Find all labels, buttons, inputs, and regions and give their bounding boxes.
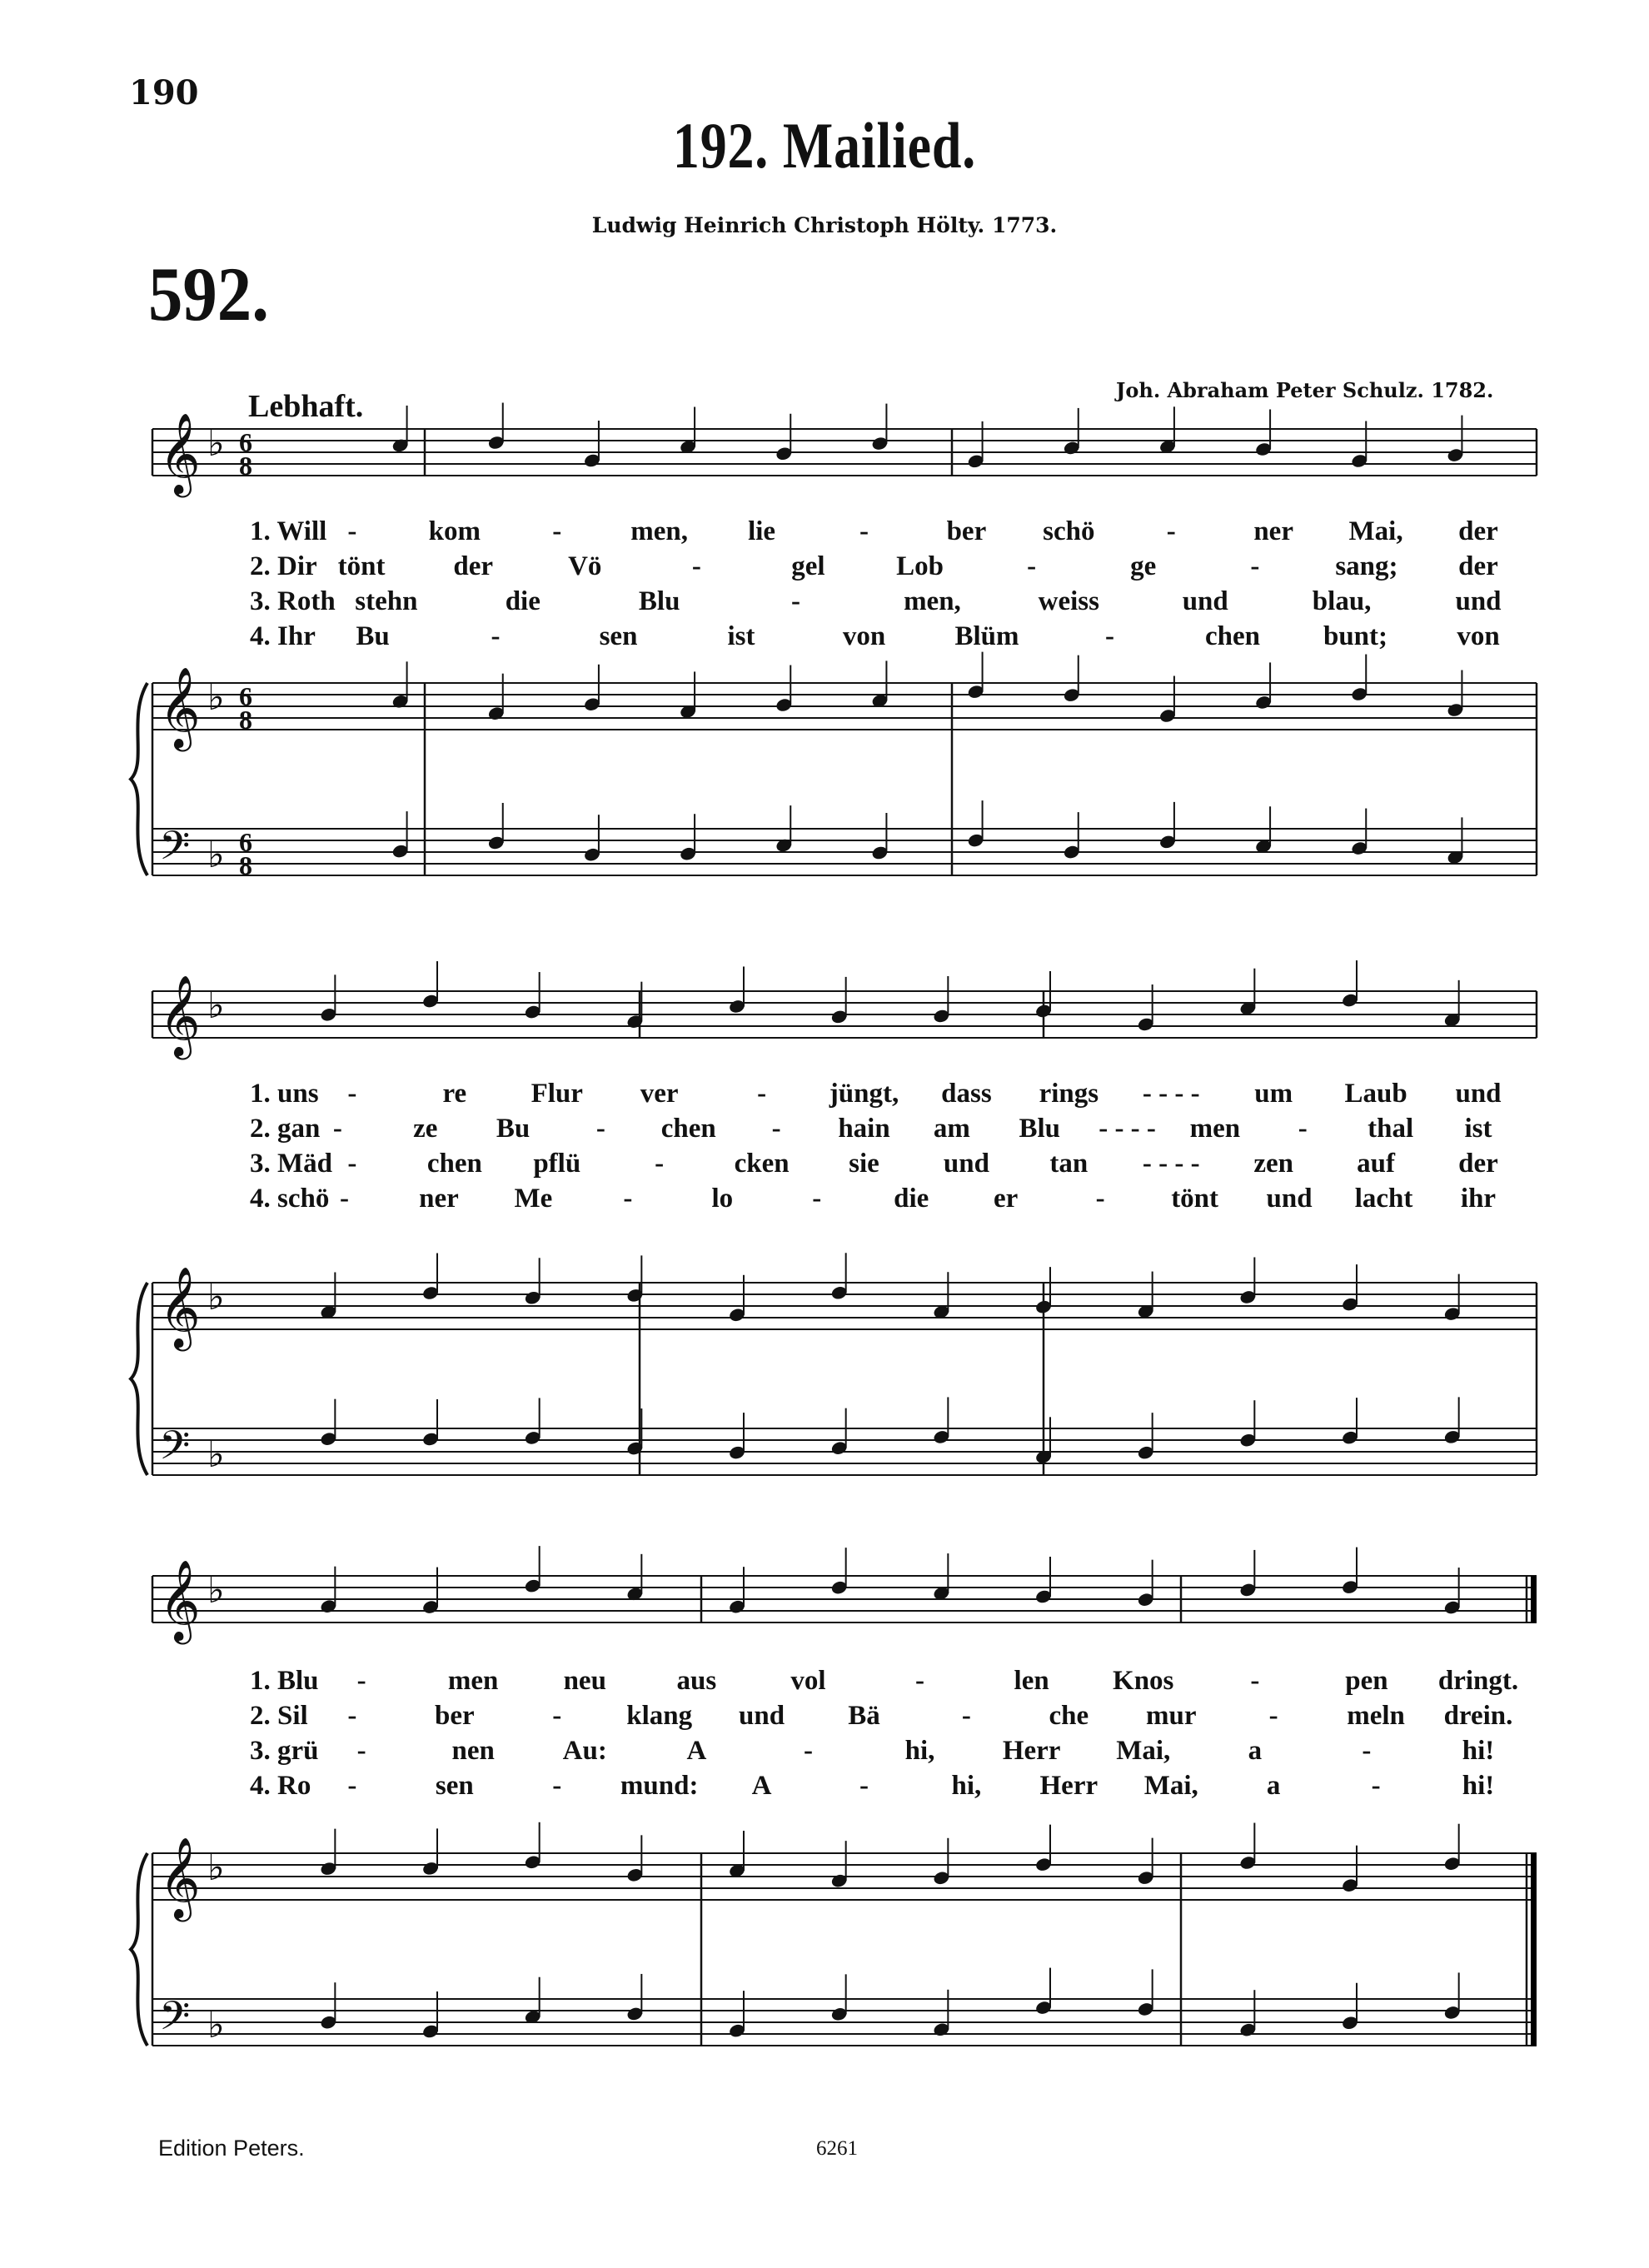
lyric-syllable: drein. [1443,1701,1513,1731]
lyric-syllable: Blüm [954,621,1019,651]
lyric-syllable: jüngt, [829,1079,899,1109]
lyric-syllable: - [1250,551,1260,581]
lyric-syllable: 3. Roth [250,586,336,616]
lyric-syllable: Me [514,1184,553,1214]
lyric-syllable: 4. schö [250,1184,330,1214]
treble-clef-icon: 𝄞 [159,1559,201,1641]
lyric-syllable: von [842,621,886,651]
lyric-syllable: er [994,1184,1019,1214]
lyric-syllable: und [1455,586,1502,616]
lyric-syllable: 4. Ihr [250,621,316,651]
treble-clef-icon: 𝄞 [159,1837,201,1918]
plate-number: 6261 [816,2137,858,2160]
lyric-syllable: gel [791,551,825,581]
lyric-syllable: mund: [620,1771,699,1801]
bass-clef-icon: 𝄢 [159,1422,191,1478]
lyric-syllable: 2. Sil [250,1701,308,1731]
lyric-syllable: hi! [1462,1771,1495,1801]
key-signature-flat-icon: ♭ [207,676,225,719]
lyric-syllable: - [356,1736,366,1766]
edition-label: Edition Peters. [158,2136,305,2161]
collection-number: 592. [148,252,269,336]
composer-credit: Joh. Abraham Peter Schulz. 1782. [1116,378,1494,402]
key-signature-flat-icon: ♭ [207,1569,225,1612]
lyric-syllable: chen [426,1149,482,1179]
lyric-syllable: - [812,1184,822,1214]
lyric-syllable: pflü [533,1149,581,1179]
lyric-syllable: dass [941,1079,992,1109]
lyric-syllable: sang; [1335,551,1398,581]
lyric-syllable: Blu [1019,1114,1060,1144]
lyric-syllable: schö [1043,516,1095,546]
lyric-syllable: - [356,1666,366,1696]
lyric-syllable: re [442,1079,467,1109]
lyric-syllable: tönt [337,551,386,581]
lyric-syllable: und [739,1701,785,1731]
lyric-syllable: Herr [1002,1736,1061,1766]
piano-brace [131,1853,147,2046]
lyric-syllable: Lob [896,551,944,581]
lyric-syllable: - [552,1771,562,1801]
lyric-syllable: 2. Dir [250,551,317,581]
lyric-syllable: - - - - [1142,1079,1200,1109]
key-signature-flat-icon: ♭ [207,1276,225,1318]
lyric-syllable: sen [435,1771,474,1801]
lyric-syllable: - [332,1114,342,1144]
lyric-syllable: thal [1368,1114,1414,1144]
lyric-syllable: und [943,1149,989,1179]
lyric-syllable: dringt. [1437,1666,1519,1696]
treble-clef-icon: 𝄞 [159,1266,201,1348]
lyric-syllable: - [771,1114,781,1144]
lyric-syllable: Au: [562,1736,607,1766]
lyric-syllable: ber [435,1701,475,1731]
key-signature-flat-icon: ♭ [207,2004,225,2046]
lyric-syllable: - [691,551,701,581]
lyric-syllable: hi, [951,1771,982,1801]
voice-time-signature-bottom: 8 [239,451,252,481]
lyric-syllable: hain [838,1114,890,1144]
lyric-syllable: - [347,1701,357,1731]
lyric-syllable: - [1362,1736,1372,1766]
lyric-syllable: hi, [904,1736,935,1766]
lyric-syllable: vol [790,1666,826,1696]
page-number: 190 [129,73,199,112]
lyric-syllable: - [757,1079,767,1109]
lyric-syllable: am [933,1114,970,1144]
lyric-syllable: - [552,1701,562,1731]
lyric-syllable: Vö [568,551,602,581]
lyric-syllable: weiss [1038,586,1100,616]
lyric-syllable: men [1189,1114,1241,1144]
song-title: 192. Mailied. [672,109,977,182]
lyric-syllable: der [1458,516,1498,546]
lyric-syllable: chen [1205,621,1260,651]
lyric-syllable: zen [1253,1149,1293,1179]
lyric-syllable: lie [748,516,776,546]
lyric-syllable: stehn [355,586,418,616]
lyric-syllable: - - - - [1099,1114,1156,1144]
lyric-syllable: - [339,1184,349,1214]
lyric-syllable: - [347,1079,357,1109]
lyric-syllable: - [1027,551,1037,581]
key-signature-flat-icon: ♭ [207,422,225,465]
lyric-syllable: 3. Mäd [250,1149,332,1179]
lyric-syllable: ver [640,1079,679,1109]
lyric-syllable: cken [734,1149,790,1179]
lyric-syllable: 1. uns [250,1079,319,1109]
lyric-syllable: der [1458,1149,1498,1179]
tempo-marking: Lebhaft. [248,389,364,424]
lyric-syllable: Laub [1344,1079,1407,1109]
lyric-syllable: - [859,1771,869,1801]
lyric-syllable: - [1250,1666,1260,1696]
lyric-syllable: - [347,516,357,546]
lyric-syllable: kom [428,516,481,546]
lyric-syllable: 2. gan [250,1114,321,1144]
lyric-syllable: - [347,1149,357,1179]
lyric-syllable: - - - - [1142,1149,1200,1179]
lyric-syllable: blau, [1312,586,1372,616]
lyric-syllable: und [1266,1184,1313,1214]
lyric-syllable: sie [849,1149,879,1179]
lyric-syllable: A [686,1736,707,1766]
lyric-syllable: rings [1039,1079,1099,1109]
lyric-syllable: - [803,1736,813,1766]
lyric-syllable: a [1266,1771,1281,1801]
lyric-syllable: und [1455,1079,1502,1109]
lyric-syllable: pen [1345,1666,1388,1696]
piano-brace [131,683,147,875]
piano-final-thick-barline [1531,1853,1537,2046]
voice-final-thick-barline [1531,1576,1537,1622]
lyric-syllable: - [1105,621,1114,651]
lyric-syllable: A [751,1771,772,1801]
lyric-syllable: und [1182,586,1228,616]
lyric-syllable: Mai, [1143,1771,1198,1801]
lyric-syllable: - [491,621,501,651]
lyric-syllable: - [1095,1184,1105,1214]
key-signature-flat-icon: ♭ [207,1847,225,1889]
piano-bass-time-signature-bottom: 8 [239,850,252,880]
lyric-syllable: - [595,1114,605,1144]
lyric-syllable: Bä [848,1701,880,1731]
lyric-syllable: - [552,516,562,546]
lyric-syllable: 1. Will [250,516,327,546]
lyric-syllable: meln [1347,1701,1405,1731]
piano-treble-time-signature-bottom: 8 [239,705,252,735]
lyric-syllable: um [1254,1079,1293,1109]
lyric-syllable: sen [599,621,638,651]
lyric-syllable: ze [413,1114,438,1144]
lyric-syllable: - [859,516,869,546]
lyric-syllable: che [1049,1701,1089,1731]
treble-clef-icon: 𝄞 [159,666,201,748]
lyric-syllable: der [1458,551,1498,581]
lyric-syllable: ist [727,621,755,651]
lyricist-credit: Ludwig Heinrich Christoph Hölty. 1773. [591,213,1058,237]
lyric-syllable: - [1166,516,1176,546]
lyric-syllable: ist [1464,1114,1492,1144]
key-signature-flat-icon: ♭ [207,1433,225,1476]
lyric-syllable: ner [1253,516,1293,546]
lyric-syllable: neu [563,1666,606,1696]
lyric-syllable: lacht [1354,1184,1413,1214]
bass-clef-icon: 𝄢 [159,822,191,879]
lyric-syllable: - [1268,1701,1278,1731]
lyric-syllable: Bu [496,1114,531,1144]
lyric-syllable: - [791,586,801,616]
lyric-syllable: Mai, [1348,516,1403,546]
lyric-syllable: - [1298,1114,1308,1144]
lyric-syllable: - [1371,1771,1381,1801]
lyric-syllable: Herr [1039,1771,1099,1801]
lyric-syllable: der [453,551,494,581]
lyric-syllable: Mai, [1116,1736,1171,1766]
voice-time-signature-top: 6 [239,427,252,457]
lyric-syllable: Blu [638,586,680,616]
lyric-syllable: - [347,1771,357,1801]
piano-treble-time-signature-top: 6 [239,681,252,711]
lyric-syllable: ge [1130,551,1157,581]
treble-clef-icon: 𝄞 [159,974,201,1056]
lyric-syllable: - [655,1149,665,1179]
lyric-syllable: men, [630,516,689,546]
lyric-syllable: 4. Ro [250,1771,311,1801]
lyric-syllable: len [1014,1666,1049,1696]
lyric-syllable: Knos [1113,1666,1174,1696]
piano-bass-time-signature-top: 6 [239,827,252,857]
lyric-syllable: ber [946,516,987,546]
lyric-syllable: tan [1049,1149,1089,1179]
lyric-syllable: die [894,1184,929,1214]
lyric-syllable: auf [1357,1149,1396,1179]
lyric-syllable: bunt; [1323,621,1388,651]
lyric-syllable: ihr [1460,1184,1497,1214]
key-signature-flat-icon: ♭ [207,984,225,1027]
piano-brace [131,1283,147,1475]
key-signature-flat-icon: ♭ [207,834,225,876]
lyric-syllable: chen [660,1114,716,1144]
lyric-syllable: Flur [531,1079,583,1109]
lyric-syllable: men, [904,586,961,616]
lyric-syllable: aus [676,1666,717,1696]
bass-clef-icon: 𝄢 [159,1992,191,2049]
lyric-syllable: hi! [1462,1736,1495,1766]
lyric-syllable: nen [451,1736,495,1766]
lyric-syllable: von [1457,621,1500,651]
lyric-syllable: die [505,586,541,616]
lyric-syllable: Bu [356,621,390,651]
lyric-syllable: 3. grü [250,1736,319,1766]
lyric-syllable: mur [1146,1701,1197,1731]
lyric-syllable: men [447,1666,499,1696]
lyric-syllable: tönt [1171,1184,1219,1214]
treble-clef-icon: 𝄞 [159,412,201,494]
lyric-syllable: 1. Blu [250,1666,319,1696]
lyric-syllable: - [623,1184,633,1214]
lyric-syllable: a [1248,1736,1263,1766]
lyric-syllable: lo [711,1184,734,1214]
lyric-syllable: ner [419,1184,459,1214]
lyric-syllable: klang [626,1701,693,1731]
lyric-syllable: - [961,1701,971,1731]
lyric-syllable: - [915,1666,925,1696]
